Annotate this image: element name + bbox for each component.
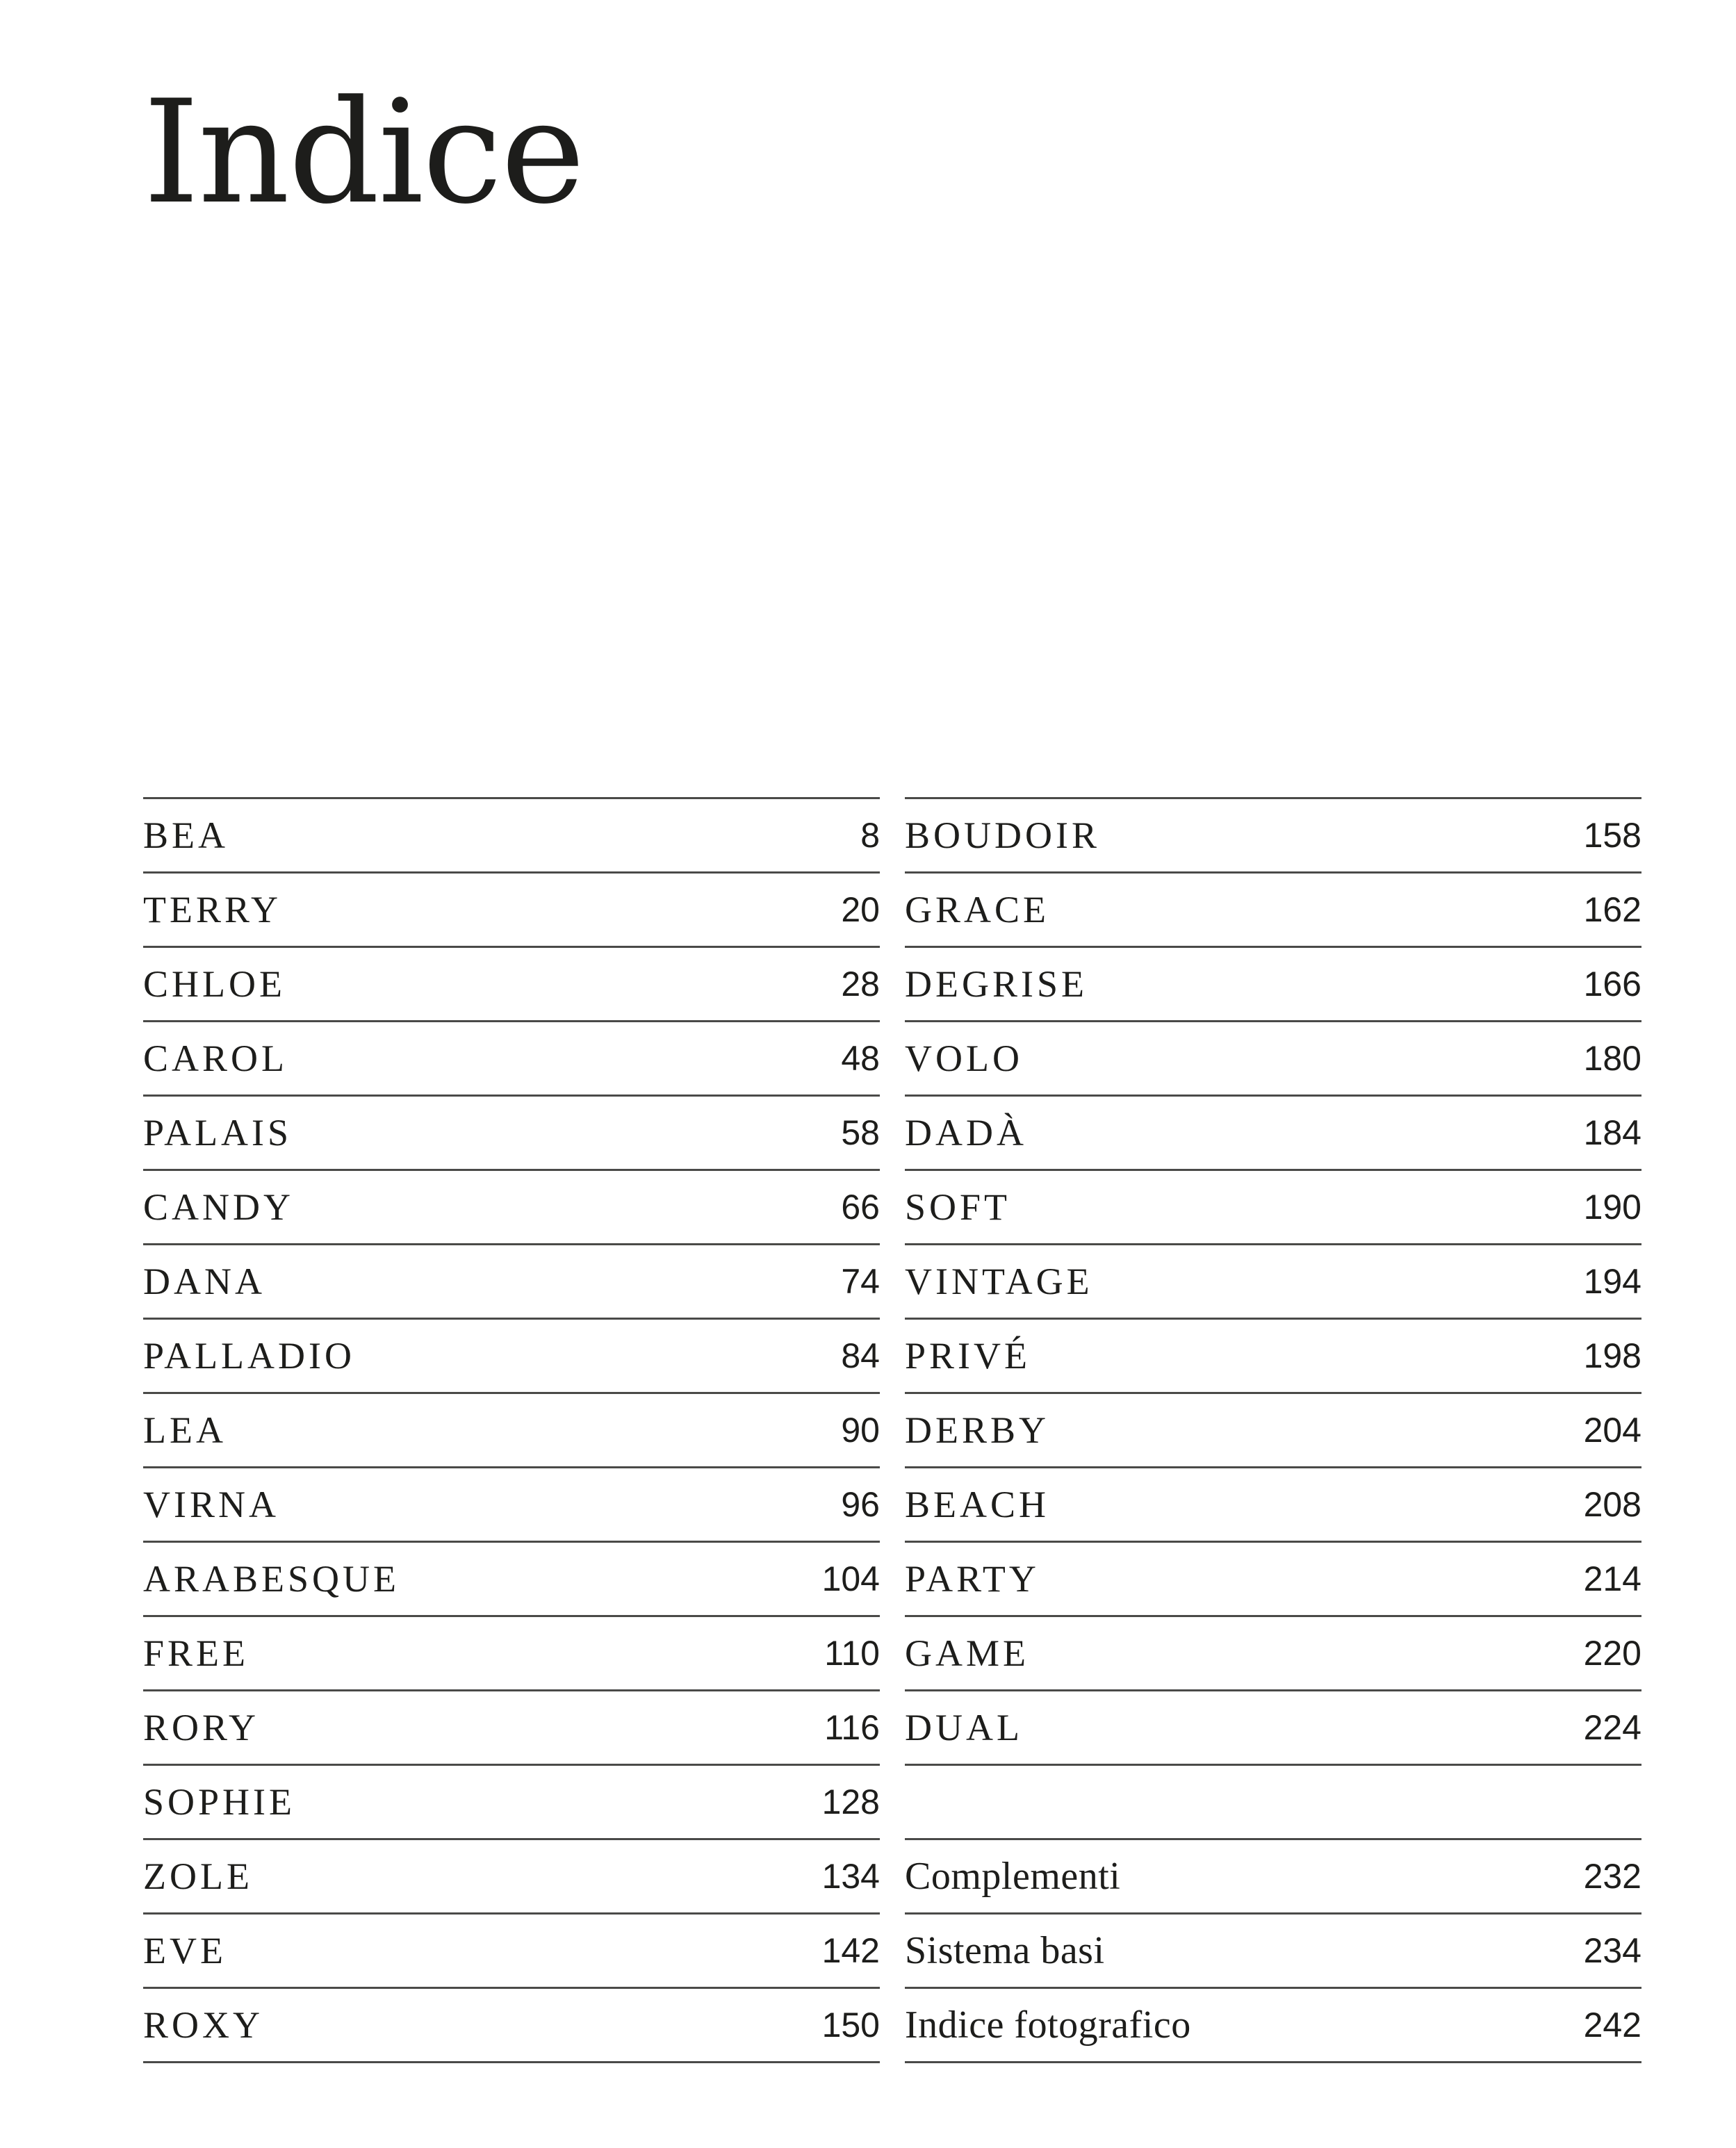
- entry-page-number: 128: [821, 1782, 880, 1821]
- index-row: [143, 948, 880, 1022]
- index-row: [905, 1989, 1641, 2063]
- entry-name: LEA: [143, 1409, 227, 1451]
- entry-name: Sistema basi: [905, 1929, 1105, 1972]
- entry-name: VIRNA: [143, 1484, 279, 1525]
- entry-name: BEACH: [905, 1484, 1050, 1525]
- entry-page-number: 234: [1583, 1931, 1641, 1970]
- index-row: [905, 1766, 1641, 1840]
- entry-page-number: 204: [1583, 1411, 1641, 1450]
- entry-page-number: 208: [1583, 1485, 1641, 1524]
- entry-name: DEGRISE: [905, 963, 1088, 1005]
- entry-name: SOFT: [905, 1186, 1011, 1228]
- entry-page-number: 162: [1583, 890, 1641, 929]
- entry-page-number: 8: [860, 816, 880, 855]
- entry-page-number: 158: [1583, 816, 1641, 855]
- entry-page-number: 214: [1583, 1559, 1641, 1598]
- entry-name: FREE: [143, 1632, 249, 1674]
- index-row: [143, 1320, 880, 1394]
- index-row: [905, 948, 1641, 1022]
- entry-page-number: 84: [841, 1336, 880, 1375]
- entry-page-number: 232: [1583, 1857, 1641, 1896]
- entry-page-number: 116: [824, 1708, 880, 1747]
- index-row: [143, 1394, 880, 1468]
- index-column-right: [905, 797, 1641, 2063]
- index-row: [905, 1320, 1641, 1394]
- entry-page-number: 66: [841, 1188, 880, 1227]
- entry-page-number: 220: [1583, 1634, 1641, 1673]
- entry-page-number: 166: [1583, 965, 1641, 1003]
- entry-page-number: 90: [841, 1411, 880, 1450]
- entry-name: DERBY: [905, 1409, 1050, 1451]
- entry-page-number: 194: [1583, 1262, 1641, 1301]
- index-row: [143, 1691, 880, 1766]
- entry-page-number: 180: [1583, 1039, 1641, 1078]
- entry-page-number: 242: [1583, 2006, 1641, 2044]
- entry-name: GAME: [905, 1632, 1029, 1674]
- index-row: [143, 1022, 880, 1097]
- entry-name: SOPHIE: [143, 1781, 296, 1823]
- index-row: [905, 1171, 1641, 1245]
- entry-name: PALLADIO: [143, 1335, 356, 1377]
- index-row: [143, 1245, 880, 1320]
- index-row: [143, 1097, 880, 1171]
- index-row: [143, 1468, 880, 1543]
- entry-page-number: 224: [1583, 1708, 1641, 1747]
- index-row: [905, 1022, 1641, 1097]
- index-row: [905, 1394, 1641, 1468]
- entry-name: CANDY: [143, 1186, 295, 1228]
- index-row: [905, 1097, 1641, 1171]
- entry-name: GRACE: [905, 889, 1050, 930]
- entry-name: EVE: [143, 1930, 227, 1971]
- index-row: [143, 1766, 880, 1840]
- entry-page-number: 58: [841, 1113, 880, 1152]
- index-row: [905, 1543, 1641, 1617]
- index-row: [905, 1691, 1641, 1766]
- entry-page-number: 104: [821, 1559, 880, 1598]
- entry-name: CHLOE: [143, 963, 286, 1005]
- index-row: [143, 1171, 880, 1245]
- index-row: [905, 874, 1641, 948]
- index-row: [143, 1915, 880, 1989]
- entry-name: ARABESQUE: [143, 1558, 400, 1600]
- index-row: [905, 1915, 1641, 1989]
- entry-name: BOUDOIR: [905, 814, 1101, 856]
- entry-name: Indice fotografico: [905, 2003, 1191, 2047]
- index-row: [143, 1989, 880, 2063]
- entry-page-number: 134: [821, 1857, 880, 1896]
- entry-name: ROXY: [143, 2004, 264, 2046]
- entry-name: VOLO: [905, 1038, 1023, 1079]
- entry-name: VINTAGE: [905, 1261, 1093, 1302]
- entry-page-number: 110: [824, 1634, 880, 1673]
- entry-page-number: 74: [841, 1262, 880, 1301]
- index-row: [905, 1840, 1641, 1915]
- entry-page-number: 150: [821, 2006, 880, 2044]
- entry-name: TERRY: [143, 889, 282, 930]
- entry-name: Complementi: [905, 1855, 1121, 1898]
- entry-page-number: 190: [1583, 1188, 1641, 1227]
- entry-page-number: 198: [1583, 1336, 1641, 1375]
- entry-name: PRIVÉ: [905, 1335, 1031, 1377]
- entry-page-number: 96: [841, 1485, 880, 1524]
- entry-name: BEA: [143, 814, 229, 856]
- entry-page-number: 48: [841, 1039, 880, 1078]
- index-row: [143, 1543, 880, 1617]
- index-column-left: [143, 797, 880, 2063]
- index-row: [143, 874, 880, 948]
- index-row: [143, 1617, 880, 1691]
- entry-name: CAROL: [143, 1038, 288, 1079]
- index-row: [905, 1468, 1641, 1543]
- entry-name: DUAL: [905, 1707, 1023, 1748]
- entry-name: RORY: [143, 1707, 260, 1748]
- entry-name: PALAIS: [143, 1112, 293, 1154]
- index-row: [905, 1617, 1641, 1691]
- entry-page-number: 28: [841, 965, 880, 1003]
- entry-page-number: 184: [1583, 1113, 1641, 1152]
- entry-name: DADÀ: [905, 1112, 1027, 1154]
- entry-page-number: 142: [821, 1931, 880, 1970]
- entry-name: DANA: [143, 1261, 265, 1302]
- index-row: [143, 1840, 880, 1915]
- entry-page-number: 20: [841, 890, 880, 929]
- entry-name: ZOLE: [143, 1855, 253, 1897]
- index-row: [143, 799, 880, 874]
- index-row: [905, 799, 1641, 874]
- entry-name: PARTY: [905, 1558, 1040, 1600]
- index-row: [905, 1245, 1641, 1320]
- page-title: Indice: [143, 70, 584, 236]
